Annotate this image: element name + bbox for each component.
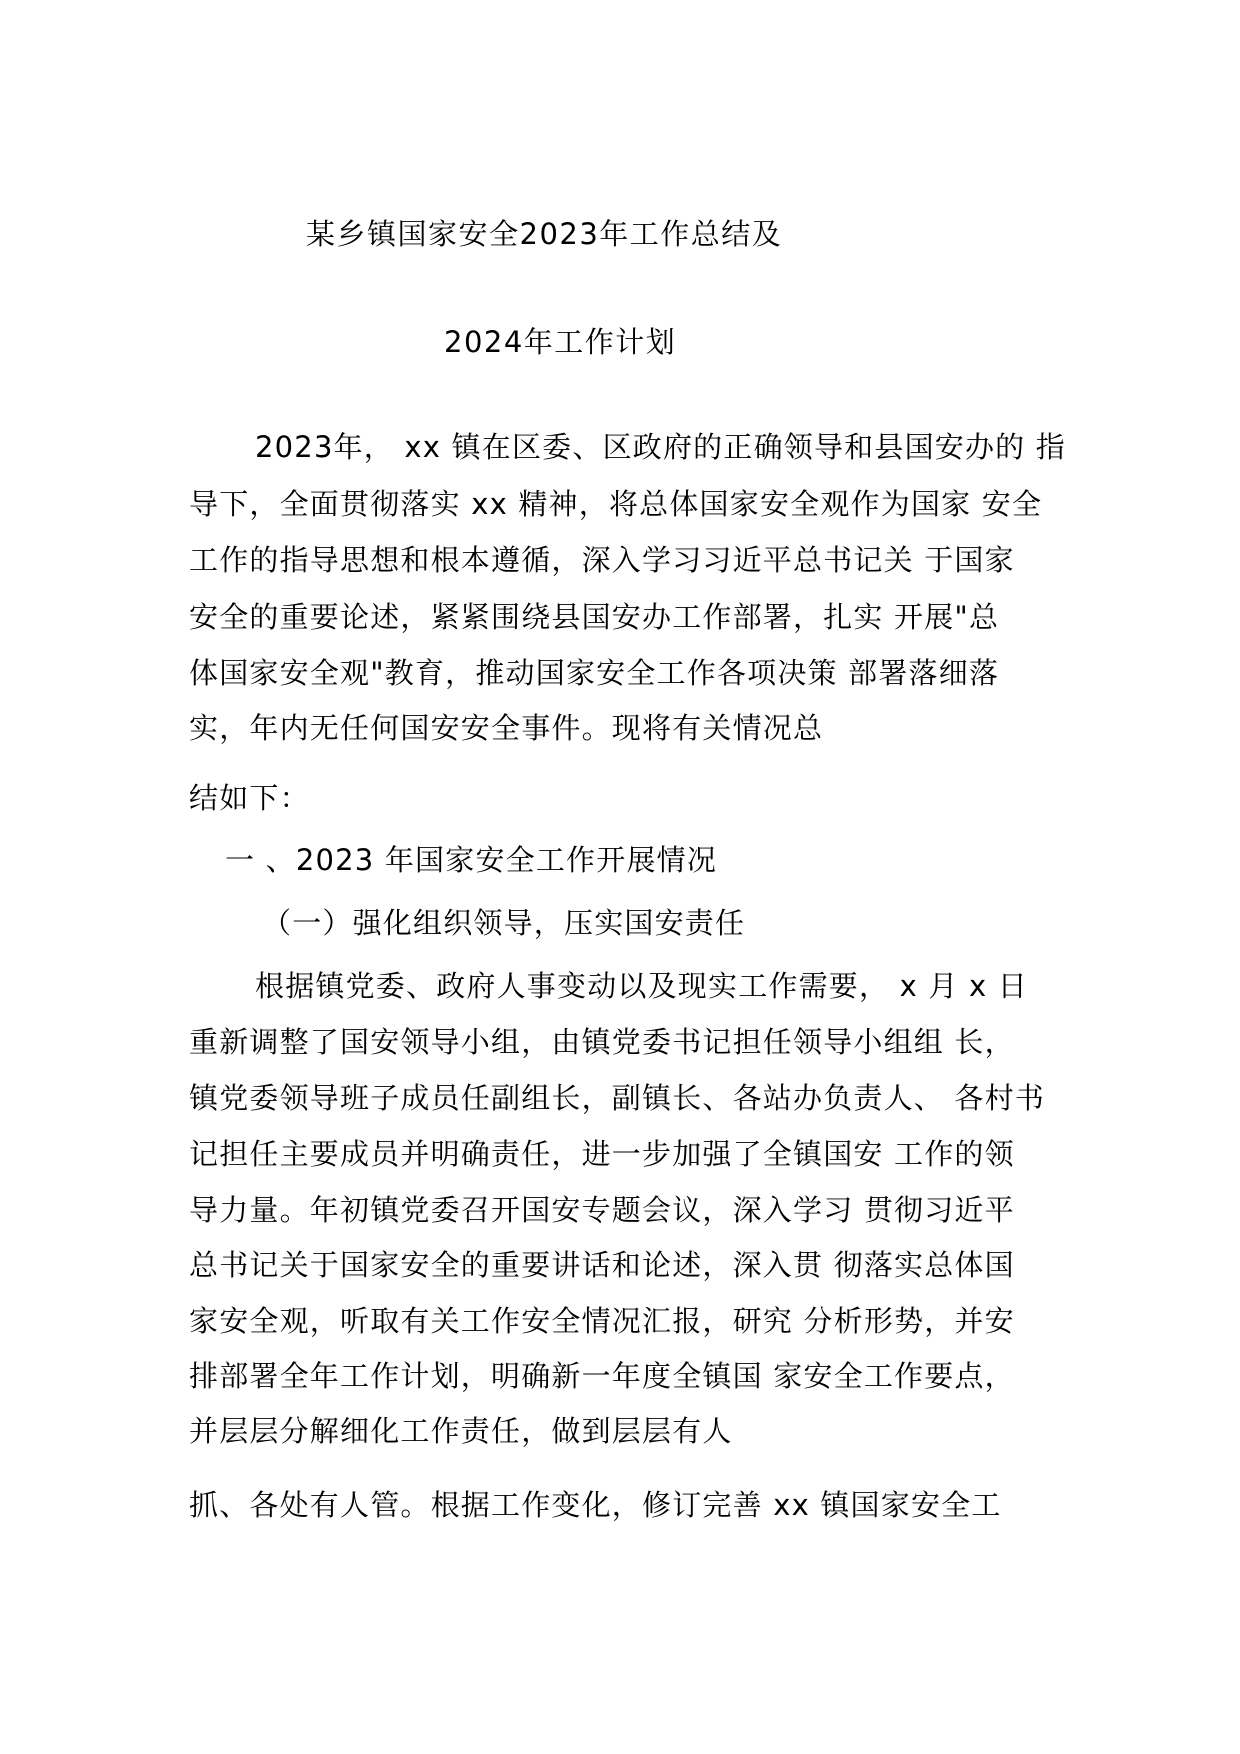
paragraph-line: 抓、各处有人管。根据工作变化，修订完善 xx 镇国家安全工 — [189, 1488, 1002, 1522]
paragraph-line: 排部署全年工作计划，明确新一年度全镇国 家安全工作要点， — [189, 1359, 1015, 1393]
paragraph-line: 实，年内无任何国安安全事件。现将有关情况总 — [189, 711, 824, 745]
paragraph-line: 家安全观，听取有关工作安全情况汇报，研究 分析形势，并安 — [189, 1304, 1015, 1338]
subsection-heading-1: （一）强化组织领导，压实国安责任 — [262, 906, 746, 940]
paragraph-line: 记担任主要成员并明确责任，进一步加强了全镇国安 工作的领 — [189, 1137, 1015, 1171]
paragraph-line: 镇党委领导班子成员任副组长，副镇长、各站办负责人、 各村书 — [189, 1081, 1046, 1115]
paragraph-line: 工作的指导思想和根本遵循，深入学习习近平总书记关 于国家 — [189, 543, 1015, 577]
document-title-line-1: 某乡镇国家安全2023年工作总结及 — [306, 217, 783, 251]
paragraph-line: 并层层分解细化工作责任，做到层层有人 — [189, 1414, 733, 1448]
paragraph-line: 2023年， xx 镇在区委、区政府的正确领导和县国安办的 指 — [255, 430, 1066, 464]
paragraph-line: 导下，全面贯彻落实 xx 精神，将总体国家安全观作为国家 安全 — [189, 487, 1043, 521]
paragraph-line: 重新调整了国安领导小组，由镇党委书记担任领导小组组 长， — [189, 1025, 1015, 1059]
document-title-line-2: 2024年工作计划 — [444, 325, 677, 359]
paragraph-line: 根据镇党委、政府人事变动以及现实工作需要， x 月 x 日 — [255, 969, 1028, 1003]
section-heading-1: 一 、2023 年国家安全工作开展情况 — [225, 843, 718, 877]
paragraph-line: 体国家安全观"教育，推动国家安全工作各项决策 部署落细落 — [189, 656, 1000, 690]
paragraph-line: 结如下： — [189, 781, 310, 815]
paragraph-line: 总书记关于国家安全的重要讲话和论述，深入贯 彻落实总体国 — [189, 1248, 1015, 1282]
paragraph-line: 导力量。年初镇党委召开国安专题会议，深入学习 贯彻习近平 — [189, 1193, 1015, 1227]
paragraph-line: 安全的重要论述，紧紧围绕县国安办工作部署，扎实 开展"总 — [189, 600, 1000, 634]
